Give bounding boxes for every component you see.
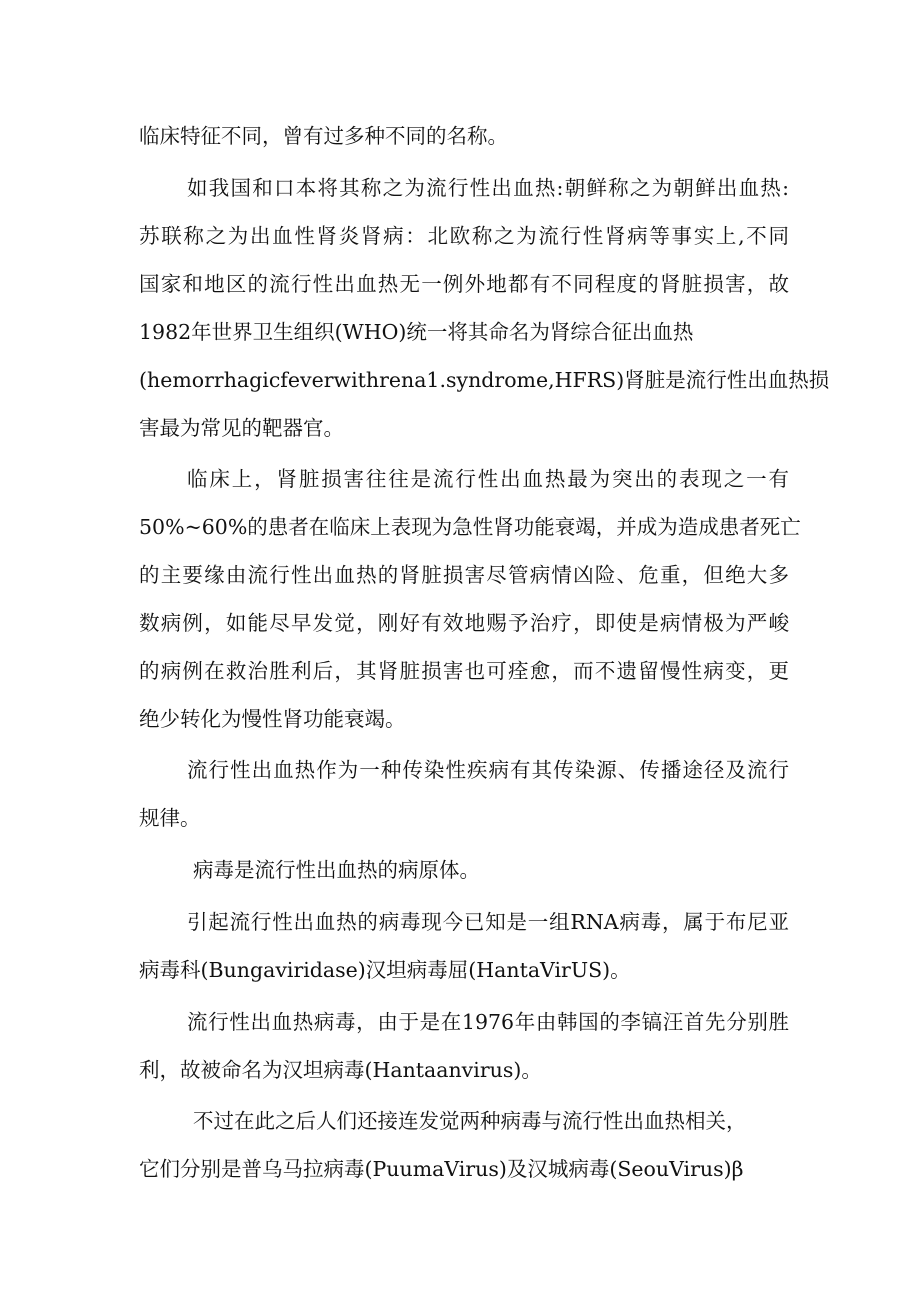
paragraph-first-line: 不过在此之后人们还接连发觉两种病毒与流行性出血热相关，	[193, 1109, 747, 1133]
text-line: 害最为常见的靶器官。	[139, 416, 344, 440]
text-line: 苏联称之为出血性肾炎肾病：北欧称之为流行性肾病等事实上,不同	[139, 224, 789, 248]
paragraph-first-line: 病毒是流行性出血热的病原体。	[193, 858, 480, 882]
text-line: 的病例在救治胜利后，其肾脏损害也可痊愈，而不遗留慢性病变，更	[139, 659, 789, 683]
text-line: 1982年世界卫生组织(WHO)统一将其命名为肾综合征出血热	[139, 320, 694, 344]
text-line: 数病例，如能尽早发觉，刚好有效地赐予治疗，即使是病情极为严峻	[139, 611, 789, 635]
paragraph-first-line: 流行性出血热病毒，由于是在1976年由韩国的李镐汪首先分别胜	[187, 1010, 789, 1034]
paragraph-first-line: 引起流行性出血热的病毒现今已知是一组RNA病毒，属于布尼亚	[187, 910, 789, 934]
text-line: 的主要缘由流行性出血热的肾脏损害尽管病情凶险、危重，但绝大多	[139, 563, 789, 587]
text-line: 它们分别是普乌马拉病毒(PuumaVirus)及汉城病毒(SeouVirus)β	[139, 1157, 744, 1181]
text-line: 规律。	[139, 806, 201, 830]
text-line: 利，故被命名为汉坦病毒(Hantaanvirus)。	[139, 1058, 542, 1082]
paragraph-first-line: 临床上，肾脏损害往往是流行性出血热最为突出的表现之一有	[187, 467, 789, 491]
text-line: 临床特征不同，曾有过多种不同的名称。	[139, 124, 508, 148]
paragraph-first-line: 流行性出血热作为一种传染性疾病有其传染源、传播途径及流行	[187, 758, 789, 782]
text-line: 绝少转化为慢性肾功能衰竭。	[139, 707, 406, 731]
text-line: 50%~60%的患者在临床上表现为急性肾功能衰竭，并成为造成患者死亡	[139, 515, 801, 539]
text-line: (hemorrhagicfeverwithrena1.syndrome,HFRS)肾脏是流行性出血热损	[139, 368, 830, 392]
text-line: 国家和地区的流行性出血热无一例外地都有不同程度的肾脏损害，故	[139, 272, 789, 296]
paragraph-first-line: 如我国和口本将其称之为流行性出血热:朝鲜称之为朝鲜出血热:	[187, 176, 789, 200]
text-line: 病毒科(Bungaviridase)汉坦病毒屈(HantaVirUS)。	[139, 958, 631, 982]
